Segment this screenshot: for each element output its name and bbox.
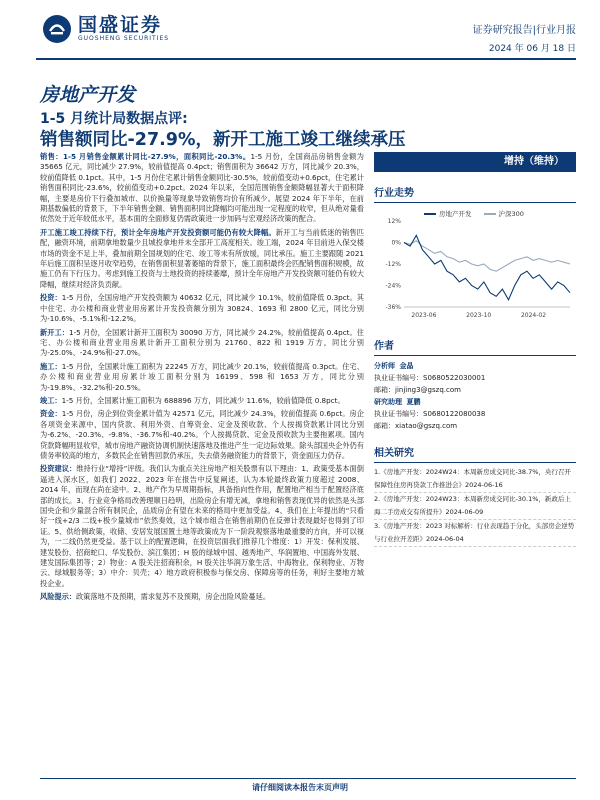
report-date: 2024 年 06 月 18 日 — [488, 44, 576, 54]
sidebar — [374, 152, 576, 547]
related-item[interactable]: 2.《房地产开发：2024W23：本周新房成交同比-30.1%，新政后上海二手房成交有所提升》2024-06-09 — [374, 493, 576, 520]
report-header — [0, 0, 600, 62]
paragraph-completion: 竣工：1-5 月份，全国累计施工面积为 688896 万方，同比减少 11.6%，较前值降低 0.8pct。 — [40, 395, 345, 405]
logo-en: GUOSHENG SECURITIES — [78, 35, 170, 42]
author-email[interactable]: 邮箱：xiatao@gszq.com — [374, 422, 458, 430]
author-cert: 执业证书编号：S0680522030001 — [374, 374, 486, 382]
author-list — [374, 360, 576, 432]
author-section-title: 作者 — [374, 337, 576, 356]
author-cert: 执业证书编号：S0680122080038 — [374, 410, 486, 418]
related-section-title: 相关研究 — [374, 444, 576, 463]
related-item[interactable]: 1.《房地产开发：2024W24：本周新房成交同比-38.7%，央行召开保障性住房再贷款工作推进会》2024-06-16 — [374, 466, 576, 493]
y-tick-label: -12% — [385, 261, 401, 268]
logo — [42, 14, 169, 44]
paragraph-sales: 销售：1-5 月销售金额累计同比-27.9%，面积同比-20.3%。1-5 月份，全国商品房销售金额为 35665 亿元，同比减少 27.9%，较前值提高 0.4pct；销售面积为 36642 万方，同比减少 20.3%，较前值降低 0.1pct。其中，1-5 月份住宅累计销售金额同比-30.5%，较前值变动+0.6pct，住宅累计销售面积同比-23.6%，较前值变动+0.2pct。2024 年以来，全国范围销售金额降幅显著大于面积降幅，主要是房价下行叠加城市、以价换量等现象导致销售均价有所减少。展望 2024 年下半年，在前期基数偏低的背景下，下半年销售金额、销售面积同比降幅均可能出现一定程度的收窄，但从绝对量看依然处于近年较低水平，基本面的全面修复仍需政策进一步加码与宏观经济改策的配合。 — [40, 152, 364, 224]
header-divider — [36, 58, 576, 60]
y-tick-label: -24% — [385, 282, 401, 290]
x-tick-label: 2023-06 — [411, 312, 437, 319]
series-line-csi300 — [404, 241, 570, 272]
related-item[interactable]: 3.《房地产开发：2023 对标解析：行业表现趋于分化，头部房企逆势与行业拉开差距》2024-06-04 — [374, 520, 576, 547]
report-subtitle: 1-5 月统计局数据点评: — [40, 111, 188, 127]
series-line-real-estate — [404, 235, 570, 299]
chart-legend — [424, 209, 524, 218]
trend-section-title: 行业走势 — [374, 184, 576, 203]
legend-item-real-estate: 房地产开发 — [424, 209, 472, 218]
report-category: 证券研究报告|行业月报 — [472, 25, 576, 36]
main-body — [40, 152, 364, 606]
paragraph-new-starts: 新开工：1-5 月份，全国累计新开工面积为 30090 万方，同比减少 24.2%，较前值提高 0.4pct。住宅、办公楼和商业营业用房累计新开工面积分别为 21760、822 和 1919 万方，同比分别为-25.0%、-24.9%和-27.0%。 — [40, 327, 364, 358]
y-tick-label: 0% — [391, 239, 401, 247]
paragraph-risk: 风险提示：政策落地不及预期，需求复苏不及预期，房企出险风险蔓延。 — [40, 592, 271, 602]
footer-disclaimer: 请仔细阅读本报告末页声明 — [252, 783, 348, 792]
x-tick-label: 2023-10 — [466, 312, 492, 319]
author-email[interactable]: 邮箱：jinjing3@gszq.com — [374, 386, 461, 394]
y-tick-label: -36% — [385, 304, 401, 311]
trend-chart-svg — [374, 207, 576, 325]
x-tick-label: 2024-02 — [520, 312, 547, 319]
trend-chart — [374, 207, 576, 325]
logo-cn: 国盛证券 — [78, 14, 163, 36]
related-list — [374, 466, 576, 547]
author-role-name: 分析师 金晶 — [374, 362, 414, 370]
paragraph-investment: 投资：1-5 月份，全国房地产开发投资额为 40632 亿元，同比减少 10.1%，较前值降低 0.3pct。其中住宅、办公楼和商业营业用房累计开发投资额分别为 30824、1693 和 2800 亿元，同比分别为-10.6%、-5.1%和-12.2%。 — [40, 293, 364, 324]
rating-badge: 增持（维持） — [374, 152, 576, 172]
paragraph-under-construction: 施工：1-5 月份，全国累计施工面积为 22245 万方，同比减少 20.1%，较前值提高 0.3pct。住宅、办公楼和商业营业用房累计竣工面积分别为 16199、598 和 1653 万方，同比分别为-19.8%、-32.2%和-20.5%。 — [40, 361, 364, 392]
footer-divider — [40, 778, 576, 779]
author-role-name: 研究助理 夏鹏 — [374, 398, 421, 406]
report-title: 销售额同比-27.9%，新开工施工竣工继续承压 — [40, 130, 406, 150]
y-tick-label: 12% — [387, 218, 401, 225]
logo-icon — [42, 14, 72, 44]
paragraph-funding: 资金：1-5 月份，房企到位资金累计值为 42571 亿元，同比减少 24.3%，较前值提高 0.6pct。房企各项资金来源中，国内贷款、利用外资、自筹资金、定金及预收款、个人按揭贷款累计同比分别为-6.2%、-20.3%、-9.8%、-36.7%和-40.2%。个人按揭贷款、定金及预收款为主要拖累项。国内贷款降幅明显收窄，城市房地产融资协调机制快速落地及推进产生一定边际效果。除头部国央企外仍有债务率较高的地方，多数民企在销售回款仍承压，失去债务融资能力的背景下，资金面压力仍存。 — [40, 409, 364, 460]
legend-item-csi300: 沪深300 — [484, 209, 524, 218]
paragraph-investment-advice: 投资建议：维持行业“增持”评级。我们认为重点关注房地产相关股票有以下理由：1、政策受基本面倒逼进入深水区，如我们 2022、2023 年在报告中反复阐述，认为本轮最终政策力度超过 2008、2014 年，而现在尚在途中。2、地产作为早周期指标，具备指向性作用，配置地产相当于配置经济底部的成长。3、行业竞争格局改善理顺日趋明，出险房企有增无减，拿地和销售表现优异的依然是头部国央企和少量混合所有制民企，品质房企有望在未来的格局中更加受益。4、我们在上年提出的“只看好一线+2/3 二线+极少量城市”依然奏效，这个城市组合在销售前期仍在反弹计表现最好也得到了印证。5、供给侧政策，收储、安居发展国置土地等政策成为下一阶段观察落地最重要的方向，并可以视为，一二线仍然更受益。基于以上的配置逻辑，在投资层面我们推荐几个维度：1）开发：保利发展、建发股份、招商蛇口、华发股份、滨江集团；H 股的绿城中国、越秀地产、华润置地、中国海外发展、建发国际集团等；2）物业：A 股关注招商积余，H 股关注华润万象生活、中海物业、保利物业、万物云、绿城服务等；3）中介：贝壳；4）地方政府积极参与保交房、保障房等的任务，利好主要地方城投企业。 — [40, 464, 364, 588]
paragraph-construction: 开工施工竣工持续下行，预计全年房地产开发投资额可能仍有较大降幅。新开工与当前低迷的销售匹配，融资环境，前期拿地数量少且城投拿地并未全部开工高度相关。竣工端，2024 年目前进入保交楼市场的资金不足上半，叠加前期全国规划的住宅、竣工等未有所放缓，同比承压。施工主要跟随 2021 年后施工面积呈逐月收窄趋势，在销售面积显著萎缩的背景下，施工面积最终会匹配销售面积规模，故施工仍有下行压力。考虑到施工投资与土地投资的持续萎靡，预计全年房地产开发投资额可能仍有较大降幅，继续对经济负贡献。 — [40, 227, 364, 289]
industry-title: 房地产开发 — [40, 84, 136, 106]
